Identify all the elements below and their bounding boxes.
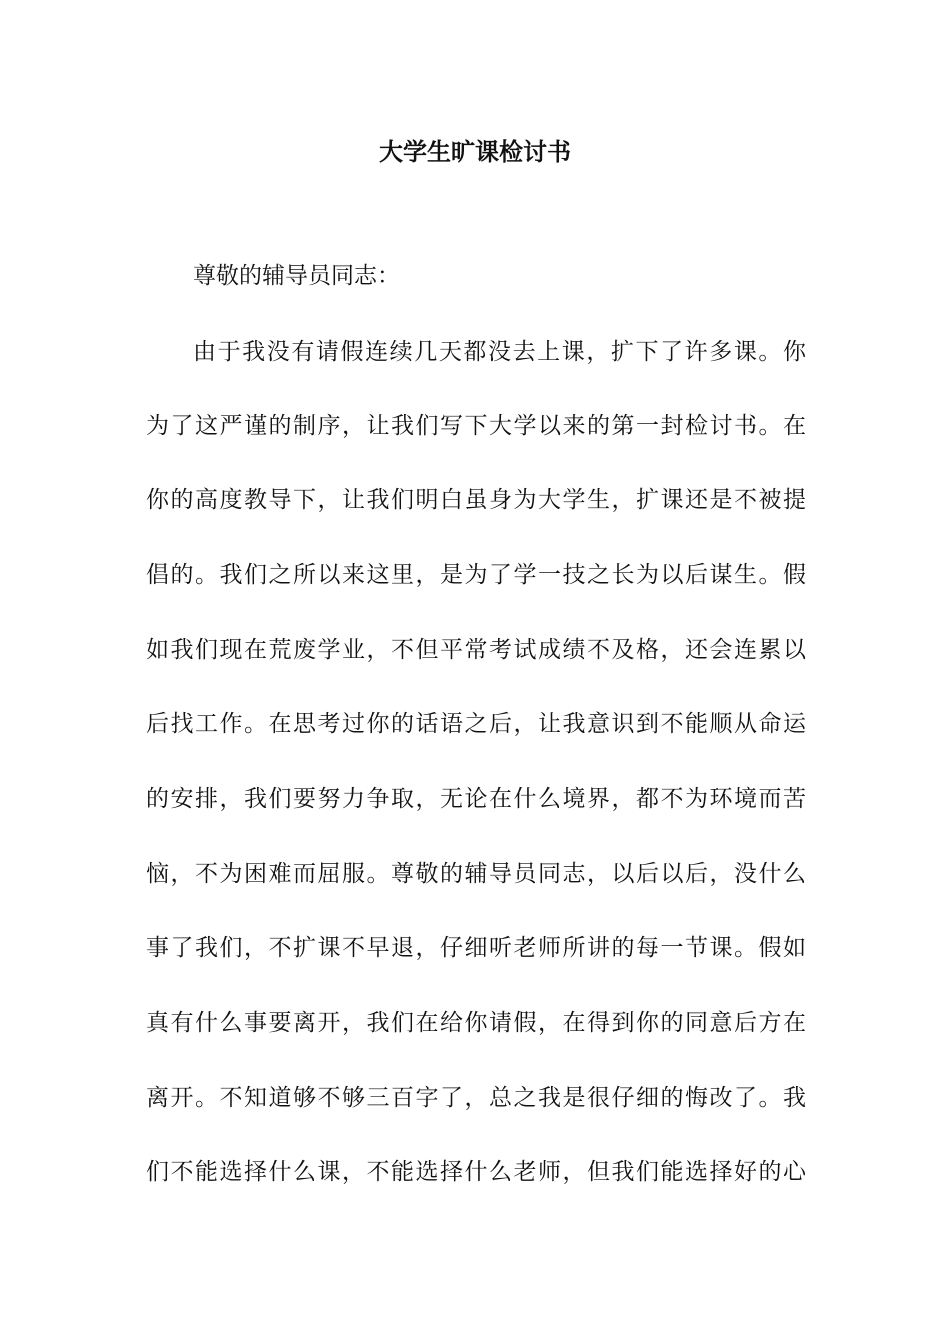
- body-line: 如我们现在荒废学业，不但平常考试成绩不及格，还会连累以: [146, 637, 806, 663]
- document-title: 大学生旷课检讨书: [379, 137, 571, 166]
- body-line: 为了这严谨的制序，让我们写下大学以来的第一封检讨书。在: [146, 413, 806, 439]
- body-line: 由于我没有请假连续几天都没去上课，扩下了许多课。你: [193, 339, 806, 365]
- body-line: 事了我们，不扩课不早退，仔细听老师所讲的每一节课。假如: [146, 935, 806, 961]
- body-line: 你的高度教导下，让我们明白虽身为大学生，扩课还是不被提: [146, 487, 806, 513]
- body-line: 们不能选择什么课，不能选择什么老师，但我们能选择好的心: [146, 1159, 806, 1185]
- body-line: 真有什么事要离开，我们在给你请假，在得到你的同意后方在: [146, 1010, 806, 1036]
- body-line: 的安排，我们要努力争取，无论在什么境界，都不为环境而苦: [146, 786, 806, 812]
- body-line: 后找工作。在思考过你的话语之后，让我意识到不能顺从命运: [146, 711, 806, 737]
- body-line: 恼，不为困难而屈服。尊敬的辅导员同志，以后以后，没什么: [146, 861, 806, 887]
- salutation: 尊敬的辅导员同志：: [193, 263, 400, 289]
- body-line: 倡的。我们之所以来这里，是为了学一技之长为以后谋生。假: [146, 562, 806, 588]
- body-line: 离开。不知道够不够三百字了，总之我是很仔细的悔改了。我: [146, 1085, 806, 1111]
